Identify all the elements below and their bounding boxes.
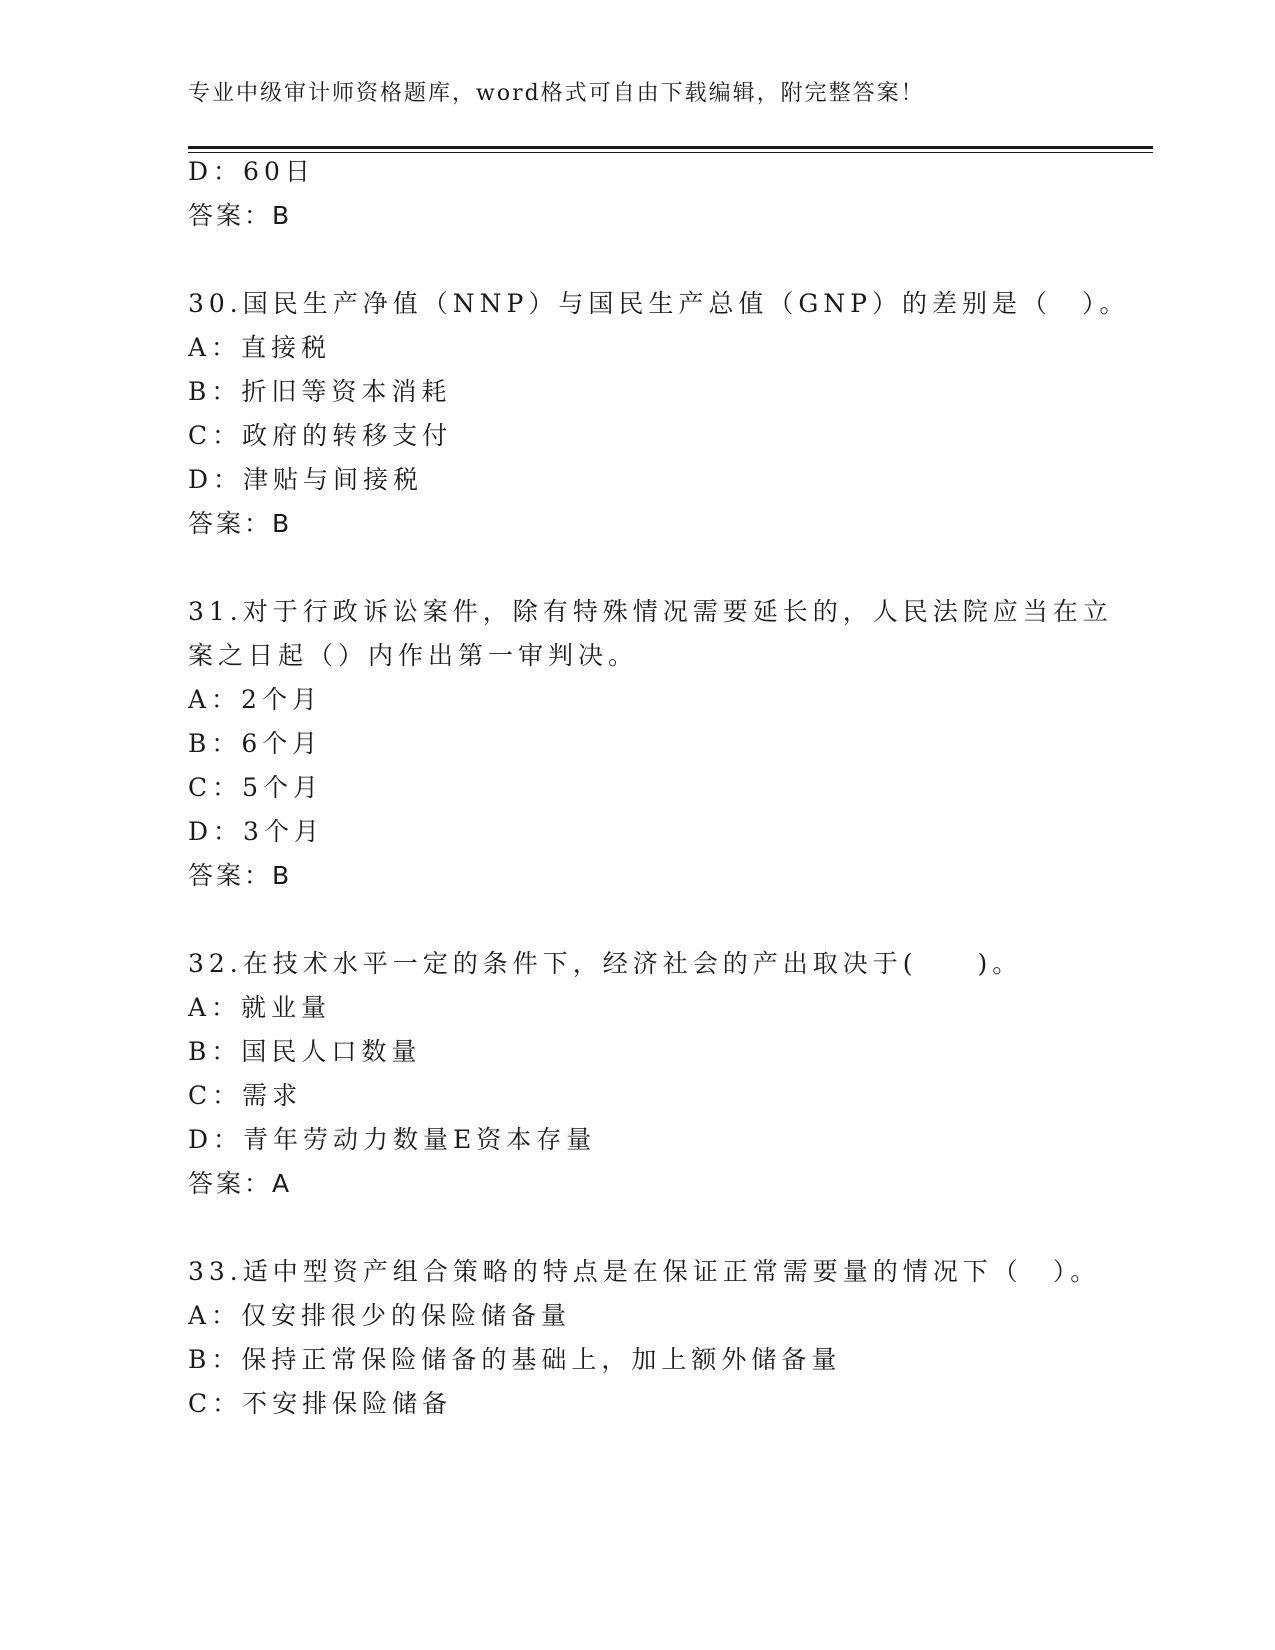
question-31-stem-line-1: 31.对于行政诉讼案件，除有特殊情况需要延长的，人民法院应当在立 [188, 597, 1113, 626]
question-30-option-a: A：直接税 [188, 333, 332, 362]
question-30-answer: 答案：B [188, 509, 293, 538]
question-33-stem: 33.适中型资产组合策略的特点是在保证正常需要量的情况下（ ）。 [188, 1257, 1101, 1286]
question-32-option-b: B：国民人口数量 [188, 1037, 422, 1066]
question-30-option-d: D：津贴与间接税 [188, 465, 424, 494]
question-32-option-c: C：需求 [188, 1081, 303, 1110]
question-31-stem-line-2: 案之日起（）内作出第一审判决。 [188, 641, 639, 670]
question-33-option-c: C：不安排保险储备 [188, 1389, 453, 1418]
question-33-option-a: A：仅安排很少的保险储备量 [188, 1301, 572, 1330]
header-rule-thin [188, 152, 1153, 153]
carryover-answer: 答案：B [188, 201, 293, 230]
question-32-option-a: A：就业量 [188, 993, 332, 1022]
question-30-option-c: C：政府的转移支付 [188, 421, 453, 450]
page-header: 专业中级审计师资格题库，word格式可自由下载编辑，附完整答案！ [188, 81, 925, 106]
question-32-option-d: D：青年劳动力数量E资本存量 [188, 1125, 597, 1154]
carryover-option-d: D：60日 [188, 157, 315, 186]
question-32-answer: 答案：A [188, 1169, 293, 1198]
question-33-option-b: B：保持正常保险储备的基础上，加上额外储备量 [188, 1345, 842, 1374]
question-31-option-a: A：2个月 [188, 685, 322, 714]
header-rule-thick [188, 146, 1153, 149]
question-31-option-c: C：5个月 [188, 773, 324, 802]
question-31-option-b: B：6个月 [188, 729, 323, 758]
question-31-answer: 答案：B [188, 861, 293, 890]
question-30-stem: 30.国民生产净值（NNP）与国民生产总值（GNP）的差别是（ ）。 [188, 289, 1130, 318]
question-32-stem: 32.在技术水平一定的条件下，经济社会的产出取决于( )。 [188, 949, 1023, 978]
question-30-option-b: B：折旧等资本消耗 [188, 377, 452, 406]
question-31-option-d: D：3个月 [188, 817, 324, 846]
